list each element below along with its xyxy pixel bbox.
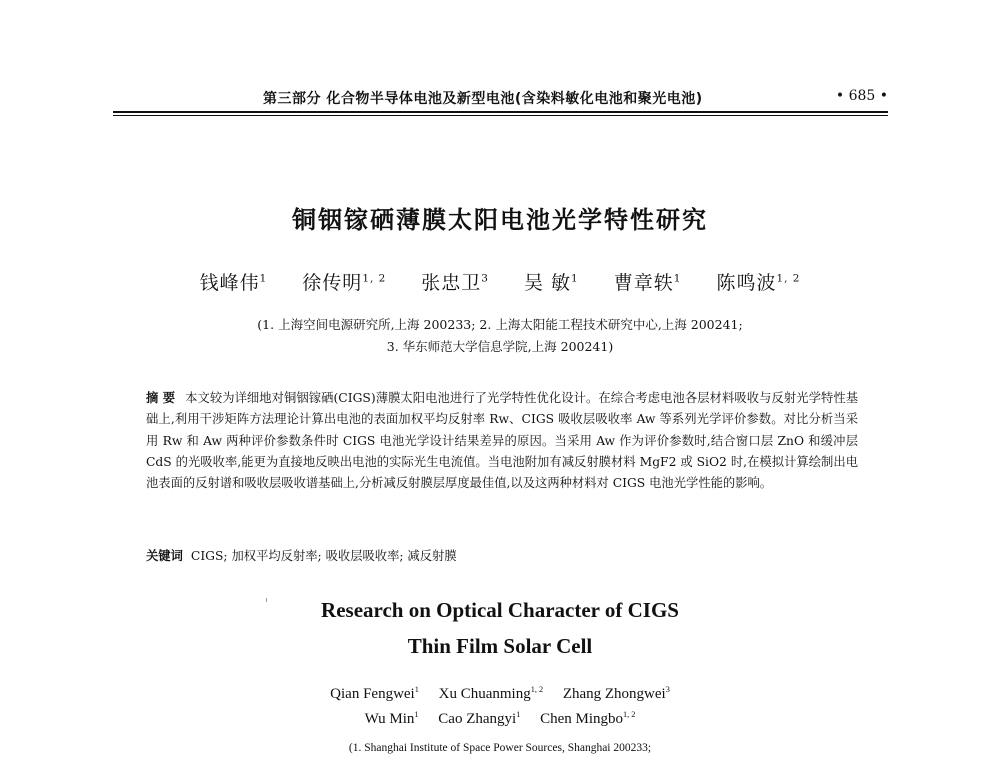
- keywords-label: 关键词: [146, 549, 183, 563]
- author-zh: 陈鸣波$^{1, 2}$: [716, 272, 801, 294]
- running-header: [113, 88, 888, 112]
- affiliation-english: (1. Shanghai Institute of Space Power Sources, Shanghai 200233;: [348, 742, 652, 754]
- author-en: Cao Zhangyi$^1$: [438, 710, 521, 727]
- author-zh: 钱峰伟$^1$: [199, 272, 268, 294]
- header-section-title: 第三部分 化合物半导体电池及新型电池(含染料敏化电池和聚光电池): [263, 91, 703, 107]
- affiliation-zh-line-2: 3. 华东师范大学信息学院,上海 200241): [386, 339, 614, 354]
- keywords: [146, 546, 858, 564]
- title-chinese: 铜铟镓硒薄膜太阳电池光学特性研究: [292, 206, 708, 234]
- author-en: Qian Fengwei$^1$: [330, 685, 419, 702]
- header-rule-thick: [113, 111, 888, 113]
- header-rule-thin: [113, 115, 888, 116]
- abstract-text: 本文较为详细地对铜铟镓硒(CIGS)薄膜太阳电池进行了光学特性优化设计。在综合考虑电池各层材料吸收与反射光学特性基础上,利用干涉矩阵方法理论计算出电池的表面加权平均反射率 Rw、CIGS 吸收层吸收率 Aw 等系列光学评价参数。对比分析当采用 Rw 和 Aw 两种评价参数条件时 CIGS 电池光学设计结果差异的原因。当采用 Aw 作为评价参数时,结合窗口层 ZnO 和缓冲层 CdS 的光吸收率,能更为直接地反映出电池的实际光生电流值。当电池附加有减反射膜材料 MgF2 或 SiO2 时,在模拟计算绘制出电池表面的反射谱和吸收层吸收谱基础上,分析减反射膜层厚度最佳值,以及这两种材料对 CIGS 电池光学性能的影响。: [146, 391, 858, 491]
- affiliation-zh-line-1: (1. 上海空间电源研究所,上海 200233; 2. 上海太阳能工程技术研究中心,上海 200241;: [257, 317, 743, 332]
- author-en: Chen Mingbo$^{1, 2}$: [540, 710, 636, 727]
- abstract: [146, 388, 858, 494]
- keywords-text: CIGS; 加权平均反射率; 吸收层吸收率; 减反射膜: [190, 549, 457, 563]
- title-english-line-2: Thin Film Solar Cell: [407, 634, 593, 658]
- title-english-line-1: Research on Optical Character of CIGS: [321, 598, 679, 622]
- authors-english-line-2: [0, 711, 1000, 728]
- abstract-label: 摘 要: [146, 391, 176, 405]
- authors-english-line-1: [0, 686, 1000, 703]
- author-en: Wu Min$^1$: [364, 710, 419, 727]
- author-en: Zhang Zhongwei$^3$: [562, 685, 670, 702]
- author-en: Xu Chuanming$^{1, 2}$: [438, 685, 544, 702]
- page-number: • 685 •: [835, 88, 888, 104]
- author-zh: 徐传明$^{1, 2}$: [302, 272, 387, 294]
- author-zh: 吴 敏$^1$: [524, 272, 579, 294]
- author-zh: 张忠卫$^3$: [421, 272, 489, 294]
- author-zh: 曹章轶$^1$: [613, 272, 682, 294]
- authors-chinese: [0, 268, 1000, 295]
